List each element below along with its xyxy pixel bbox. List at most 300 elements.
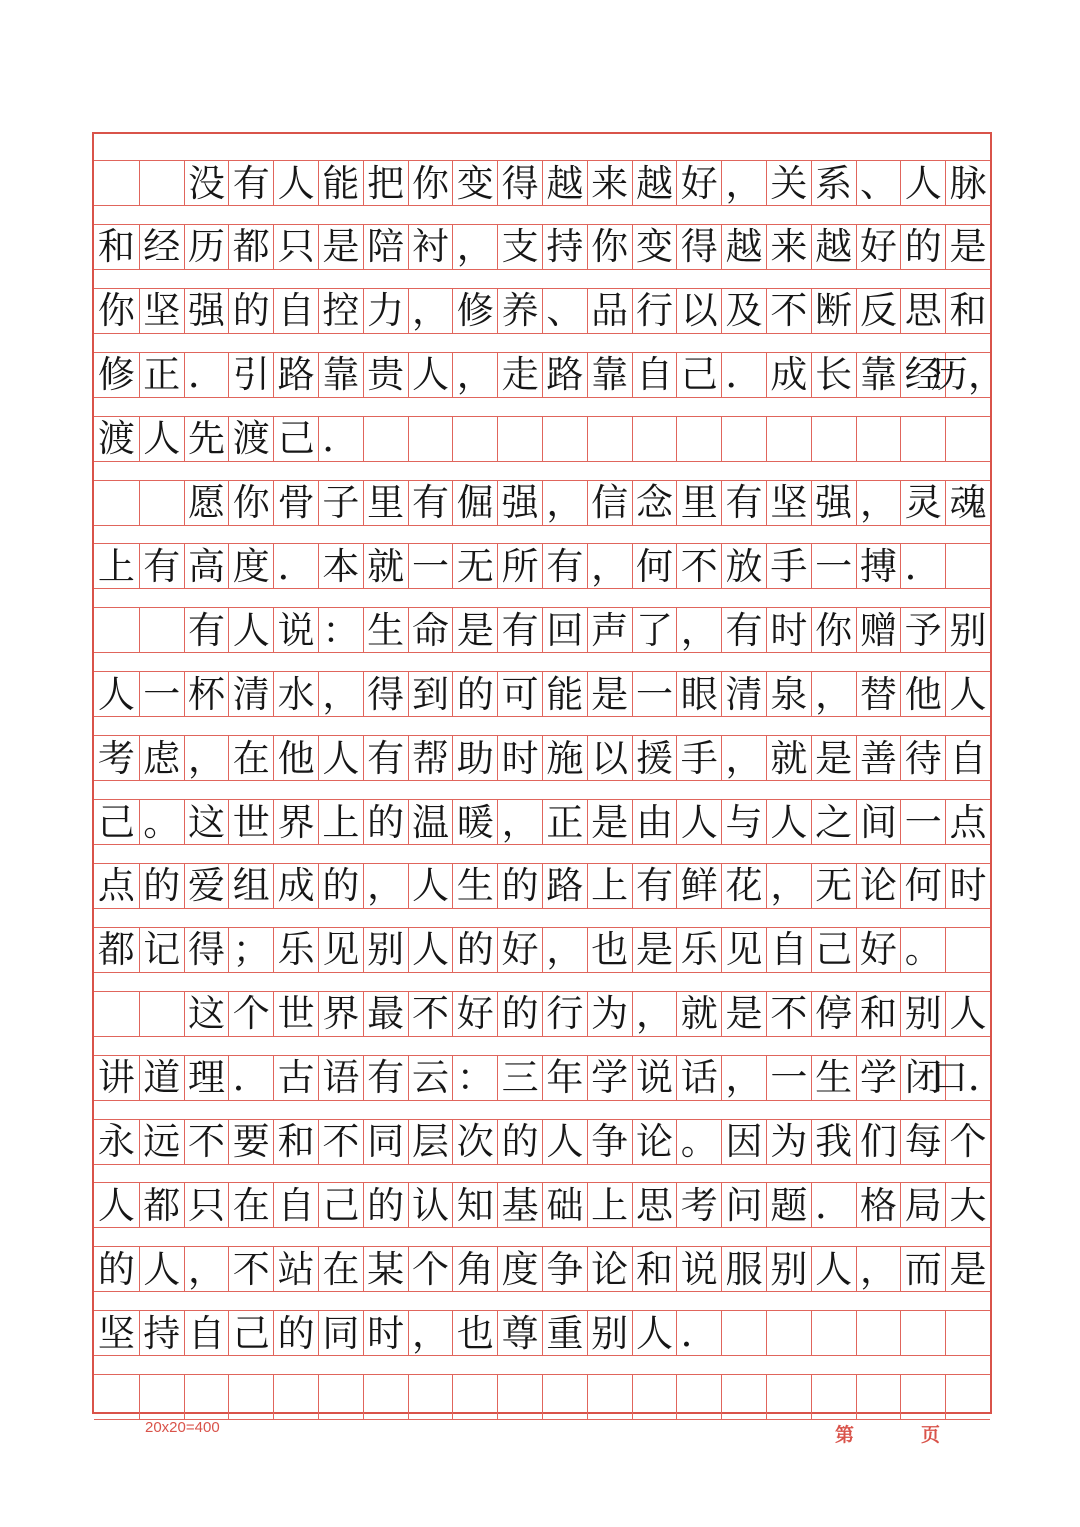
grid-cell: 只 — [184, 1183, 229, 1227]
grid-cell: 坚 — [766, 481, 811, 525]
grid-cell: 何 — [632, 544, 677, 588]
grid-cell: 界 — [273, 800, 318, 844]
grid-cell: 乐 — [676, 928, 721, 972]
grid-cell — [721, 1375, 766, 1419]
grid-cell: 坚 — [139, 289, 184, 333]
grid-cell: 经 — [900, 353, 945, 397]
grid-cell: 贵 — [363, 353, 408, 397]
grid-cell: 的 — [497, 992, 542, 1036]
grid-cell: 组 — [228, 864, 273, 908]
grid-cell: 替 — [856, 672, 901, 716]
grid-cell: 和 — [945, 289, 990, 333]
grid-cell: ． — [721, 353, 766, 397]
grid-cell: 品 — [587, 289, 632, 333]
grid-cell: 放 — [721, 544, 766, 588]
grid-cell: 人 — [97, 1183, 135, 1227]
grid-cell: 角 — [452, 1247, 497, 1291]
grid-cell — [900, 1375, 945, 1419]
grid-cell: 三 — [497, 1056, 542, 1100]
grid-cell: 是 — [587, 672, 632, 716]
grid-cell: 上 — [587, 864, 632, 908]
grid-cell: 正 — [542, 800, 587, 844]
grid-cell: 坚 — [97, 1311, 135, 1355]
grid-cell: 与 — [721, 800, 766, 844]
grid-cell: 界 — [318, 992, 363, 1036]
grid-cell: 的 — [452, 928, 497, 972]
grid-cell: ． — [900, 544, 945, 588]
grid-cell: 们 — [856, 1120, 901, 1164]
grid-cell: 水 — [273, 672, 318, 716]
grid-cell: 是 — [632, 928, 677, 972]
grid-cell: 而 — [900, 1247, 945, 1291]
grid-cell: 可 — [497, 672, 542, 716]
grid-cell: 世 — [273, 992, 318, 1036]
grid-cell: 的 — [139, 864, 184, 908]
grid-cell: 把 — [363, 161, 408, 205]
grid-cell: 也 — [587, 928, 632, 972]
grid-cell: ， — [721, 736, 766, 780]
grid-cell: 认 — [408, 1183, 453, 1227]
page-number-label — [835, 1420, 940, 1447]
grid-row — [94, 160, 990, 206]
grid-cell: 年 — [542, 1056, 587, 1100]
grid-cell: 越 — [632, 161, 677, 205]
grid-cell: 魂 — [945, 481, 990, 525]
grid-cell: 别 — [900, 992, 945, 1036]
grid-cell: 手 — [676, 736, 721, 780]
grid-cell: 时 — [363, 1311, 408, 1355]
grid-cell: ， — [452, 353, 497, 397]
grid-cell — [766, 1311, 811, 1355]
grid-row — [94, 863, 990, 909]
grid-cell: 以 — [676, 289, 721, 333]
grid-cell — [676, 417, 721, 461]
grid-cell — [497, 1375, 542, 1419]
grid-cell: 得 — [497, 161, 542, 205]
grid-cell: 一 — [900, 800, 945, 844]
grid-cell: 爱 — [184, 864, 229, 908]
grid-cell: 考 — [676, 1183, 721, 1227]
grid-cell: 助 — [452, 736, 497, 780]
grid-cell: 和 — [273, 1120, 318, 1164]
grid-cell — [766, 1375, 811, 1419]
grid-cell: 个 — [408, 1247, 453, 1291]
grid-row — [94, 607, 990, 653]
grid-cell: 不 — [766, 992, 811, 1036]
grid-cell: 他 — [900, 672, 945, 716]
grid-cell: 每 — [900, 1120, 945, 1164]
grid-cell: 花 — [721, 864, 766, 908]
grid-cell: 有 — [632, 864, 677, 908]
grid-cell: 格 — [856, 1183, 901, 1227]
grid-cell — [721, 1311, 766, 1355]
grid-cell: 无 — [811, 864, 856, 908]
grid-cell: 己 — [228, 1311, 273, 1355]
grid-cell: ， — [452, 225, 497, 269]
grid-cell: 行 — [542, 992, 587, 1036]
grid-cell: 待 — [900, 736, 945, 780]
grid-cell: 生 — [363, 608, 408, 652]
grid-cell: 一 — [139, 672, 184, 716]
grid-cell: 灵 — [900, 481, 945, 525]
grid-cell: ， — [811, 672, 856, 716]
grid-cell: 生 — [811, 1056, 856, 1100]
grid-cell: 没 — [184, 161, 229, 205]
grid-cell: 衬 — [408, 225, 453, 269]
grid-cell: 以 — [587, 736, 632, 780]
grid-cell: 帮 — [408, 736, 453, 780]
grid-cell — [452, 1375, 497, 1419]
grid-cell — [945, 1375, 990, 1419]
grid-cell: 自 — [945, 736, 990, 780]
grid-cell: 你 — [408, 161, 453, 205]
grid-cell: 之 — [811, 800, 856, 844]
grid-cell: ， — [184, 1247, 229, 1291]
grid-cell: 己 — [676, 353, 721, 397]
grid-cell: 有 — [408, 481, 453, 525]
grid-cell — [139, 1375, 184, 1419]
grid-cell: ； — [228, 928, 273, 972]
grid-cell: 眼 — [676, 672, 721, 716]
grid-cell: 养 — [497, 289, 542, 333]
grid-cell: 是 — [811, 736, 856, 780]
grid-cell: ， — [766, 864, 811, 908]
grid-cell: 的 — [497, 1120, 542, 1164]
grid-cell: 时 — [497, 736, 542, 780]
grid-cell: 这 — [184, 800, 229, 844]
grid-cell: 不 — [408, 992, 453, 1036]
grid-cell: 回 — [542, 608, 587, 652]
grid-cell: 强 — [497, 481, 542, 525]
grid-cell: 历， — [931, 353, 1006, 397]
grid-cell: ， — [721, 1056, 766, 1100]
grid-cell — [811, 417, 856, 461]
grid-row — [94, 480, 990, 526]
grid-cell: 历 — [184, 225, 229, 269]
grid-cell: 己 — [97, 800, 135, 844]
grid-cell: 你 — [228, 481, 273, 525]
grid-cell: 有 — [228, 161, 273, 205]
grid-cell: 不 — [184, 1120, 229, 1164]
grid-cell: 度 — [228, 544, 273, 588]
grid-cell: 自 — [273, 289, 318, 333]
page-prefix: 第 — [835, 1424, 855, 1446]
grid-cell — [363, 1375, 408, 1419]
grid-cell: 都 — [228, 225, 273, 269]
grid-cell: ． — [318, 417, 363, 461]
grid-cell: 声 — [587, 608, 632, 652]
grid-cell: 古 — [273, 1056, 318, 1100]
grid-cell: 骨 — [273, 481, 318, 525]
grid-cell: 论 — [587, 1247, 632, 1291]
grid-cell: 度 — [497, 1247, 542, 1291]
grid-cell: 走 — [497, 353, 542, 397]
grid-cell: 靠 — [587, 353, 632, 397]
grid-cell — [273, 1375, 318, 1419]
grid-cell: 人 — [632, 1311, 677, 1355]
grid-cell: 说 — [632, 1056, 677, 1100]
grid-cell — [900, 417, 945, 461]
grid-cell: 己 — [811, 928, 856, 972]
grid-cell — [945, 417, 990, 461]
grid-cell: 渡 — [97, 417, 135, 461]
grid-cell: 虑 — [139, 736, 184, 780]
grid-cell: 反 — [856, 289, 901, 333]
grid-cell: ： — [452, 1056, 497, 1100]
grid-cell: 都 — [97, 928, 135, 972]
grid-cell: 无 — [452, 544, 497, 588]
grid-cell — [856, 1375, 901, 1419]
grid-cell: 经 — [139, 225, 184, 269]
grid-cell: 学 — [856, 1056, 901, 1100]
grid-cell: 都 — [139, 1183, 184, 1227]
grid-row — [94, 1119, 990, 1165]
grid-cell: 人 — [408, 353, 453, 397]
grid-cell: 一 — [632, 672, 677, 716]
grid-cell: 有 — [721, 608, 766, 652]
grid-cell: 成 — [766, 353, 811, 397]
grid-cell: 命 — [408, 608, 453, 652]
grid-cell: ， — [721, 161, 766, 205]
grid-cell: 有 — [139, 544, 184, 588]
grid-cell: 路 — [273, 353, 318, 397]
grid-cell: 服 — [721, 1247, 766, 1291]
grid-cell — [632, 417, 677, 461]
grid-cell: 说 — [273, 608, 318, 652]
grid-row — [94, 1182, 990, 1228]
grid-cell: 清 — [721, 672, 766, 716]
grid-cell: 最 — [363, 992, 408, 1036]
grid-cell — [94, 481, 139, 525]
grid-row — [94, 1246, 990, 1292]
grid-cell: 修 — [452, 289, 497, 333]
grid-cell: 是 — [318, 225, 363, 269]
grid-cell: 乐 — [273, 928, 318, 972]
grid-cell: 因 — [721, 1120, 766, 1164]
grid-cell: 人 — [408, 864, 453, 908]
grid-cell: 得 — [184, 928, 229, 972]
grid-cell: ． — [811, 1183, 856, 1227]
grid-cell: 争 — [587, 1120, 632, 1164]
grid-cell: 人 — [228, 608, 273, 652]
grid-cell: 自 — [184, 1311, 229, 1355]
grid-cell: 讲 — [97, 1056, 135, 1100]
grid-cell: 持 — [542, 225, 587, 269]
grid-cell: 了 — [632, 608, 677, 652]
grid-cell — [94, 608, 139, 652]
grid-cell: 论 — [632, 1120, 677, 1164]
grid-cell: 础 — [542, 1183, 587, 1227]
grid-cell: 重 — [542, 1311, 587, 1355]
grid-cell: 强 — [811, 481, 856, 525]
grid-cell: ， — [497, 800, 542, 844]
grid-cell: 是 — [721, 992, 766, 1036]
grid-cell: 一 — [766, 1056, 811, 1100]
grid-cell: 里 — [676, 481, 721, 525]
grid-cell: 己 — [273, 417, 318, 461]
grid-cell: 和 — [97, 225, 135, 269]
grid-cell: ． — [184, 353, 229, 397]
grid-cell: 论 — [856, 864, 901, 908]
grid-cell: 得 — [676, 225, 721, 269]
grid-cell: 尊 — [497, 1311, 542, 1355]
grid-cell: 人 — [811, 1247, 856, 1291]
grid-cell — [542, 1375, 587, 1419]
composition-sheet — [92, 132, 1006, 1414]
grid-cell: 争 — [542, 1247, 587, 1291]
grid-cell: 援 — [632, 736, 677, 780]
grid-cell: ， — [676, 608, 721, 652]
grid-cell: 别 — [945, 608, 990, 652]
grid-cell: 在 — [228, 1183, 273, 1227]
grid-cell: 先 — [184, 417, 229, 461]
grid-cell: 有 — [184, 608, 229, 652]
grid-cell: ， — [856, 481, 901, 525]
grid-cell: 好 — [856, 225, 901, 269]
grid-cell: 越 — [811, 225, 856, 269]
grid-cell: 间 — [856, 800, 901, 844]
grid-cell — [945, 544, 990, 588]
grid-cell: 某 — [363, 1247, 408, 1291]
grid-cell: 系 — [811, 161, 856, 205]
grid-cell: 泉 — [766, 672, 811, 716]
grid-cell: 是 — [587, 800, 632, 844]
grid-cell: 引 — [228, 353, 273, 397]
grid-cell: 念 — [632, 481, 677, 525]
grid-cell: 永 — [97, 1120, 135, 1163]
grid-row — [94, 352, 1006, 398]
grid-cell: 杯 — [184, 672, 229, 716]
grid-cell: 倔 — [452, 481, 497, 525]
grid-cell: 的 — [273, 1311, 318, 1355]
grid-cell: 闭 — [900, 1056, 945, 1100]
grid-cell: 在 — [228, 736, 273, 780]
grid-row — [94, 416, 990, 462]
grid-cell: 清 — [228, 672, 273, 716]
grid-cell: 人 — [945, 992, 990, 1036]
grid-cell — [676, 1375, 721, 1419]
grid-cell: 的 — [363, 1183, 408, 1227]
grid-cell — [139, 481, 184, 525]
grid-cell: 远 — [139, 1120, 184, 1164]
grid-cell — [94, 992, 139, 1036]
grid-cell: ， — [318, 672, 363, 716]
grid-cell: 一 — [811, 544, 856, 588]
grid-cell — [497, 417, 542, 461]
grid-cell: 道 — [139, 1056, 184, 1100]
grid-cell: ， — [408, 289, 453, 333]
grid-cell — [408, 417, 453, 461]
grid-cell: 个 — [945, 1120, 990, 1164]
grid-cell: 口． — [931, 1056, 1006, 1100]
grid-cell: 己 — [318, 1183, 363, 1227]
grid-cell: 强 — [184, 289, 229, 333]
grid-cell: 和 — [632, 1247, 677, 1291]
grid-cell: 就 — [766, 736, 811, 780]
grid-cell: 高 — [184, 544, 229, 588]
grid-row — [94, 799, 990, 845]
grid-cell: 。 — [676, 1120, 721, 1164]
grid-cell: 予 — [900, 608, 945, 652]
grid-cell: 就 — [363, 544, 408, 588]
grid-cell: 同 — [363, 1120, 408, 1164]
page-suffix: 页 — [920, 1424, 940, 1446]
grid-cell — [811, 1375, 856, 1419]
grid-cell: 及 — [721, 289, 766, 333]
grid-cell: 本 — [318, 544, 363, 588]
grid-cell: 好 — [856, 928, 901, 972]
grid-cell: 断 — [811, 289, 856, 333]
grid-cell: 有 — [363, 1056, 408, 1100]
grid-row — [94, 224, 990, 270]
grid-cell — [856, 1311, 901, 1355]
grid-cell: 人 — [900, 161, 945, 205]
grid-cell: 云 — [408, 1056, 453, 1100]
grid-cell: 。 — [139, 800, 184, 844]
grid-cell: ， — [542, 928, 587, 972]
grid-cell: 路 — [542, 353, 587, 397]
grid-cell: 搏 — [856, 544, 901, 588]
grid-cell: 温 — [408, 800, 453, 844]
grid-cell: 是 — [452, 608, 497, 652]
grid-cell: 问 — [721, 1183, 766, 1227]
grid-cell — [228, 1375, 273, 1419]
grid-cell: 信 — [587, 481, 632, 525]
grid-cell: 持 — [139, 1311, 184, 1355]
grid-cell — [408, 1375, 453, 1419]
grid-cell: 得 — [363, 672, 408, 716]
grid-cell: 的 — [318, 864, 363, 908]
grid-cell: 有 — [542, 544, 587, 588]
grid-cell: 题 — [766, 1183, 811, 1227]
grid-row — [94, 1055, 1006, 1101]
grid-cell: ． — [676, 1311, 721, 1355]
grid-cell: 越 — [721, 225, 766, 269]
grid-cell: 理 — [184, 1056, 229, 1100]
grid-cell: 站 — [273, 1247, 318, 1291]
grid-cell: 时 — [945, 864, 990, 908]
grid-cell: 的 — [363, 800, 408, 844]
grid-cell: 是 — [945, 225, 990, 269]
grid-cell: 学 — [587, 1056, 632, 1100]
grid-cell — [945, 1311, 990, 1355]
grid-cell: 到 — [408, 672, 453, 716]
grid-cell: 我 — [811, 1120, 856, 1164]
grid-cell: 能 — [542, 672, 587, 716]
grid-cell: 路 — [542, 864, 587, 908]
grid-cell: 和 — [856, 992, 901, 1036]
grid-row — [94, 1374, 990, 1420]
grid-cell: 由 — [632, 800, 677, 844]
grid-cell: 的 — [97, 1247, 135, 1291]
grid-row — [94, 671, 990, 717]
grid-cell — [945, 928, 990, 972]
grid-cell: 你 — [811, 608, 856, 652]
grid-cell: 有 — [363, 736, 408, 780]
grid-cell — [632, 1375, 677, 1419]
grid-cell: 变 — [632, 225, 677, 269]
grid-cell — [856, 417, 901, 461]
grid-cell: 大 — [945, 1183, 990, 1227]
grid-cell: 人 — [408, 928, 453, 972]
grid-cell: 手 — [766, 544, 811, 588]
grid-cell — [587, 417, 632, 461]
grid-cell: 自 — [766, 928, 811, 972]
grid-cell: 有 — [721, 481, 766, 525]
grid-cell: 赠 — [856, 608, 901, 652]
grid-cell: 的 — [900, 225, 945, 269]
grid-cell: 世 — [228, 800, 273, 844]
